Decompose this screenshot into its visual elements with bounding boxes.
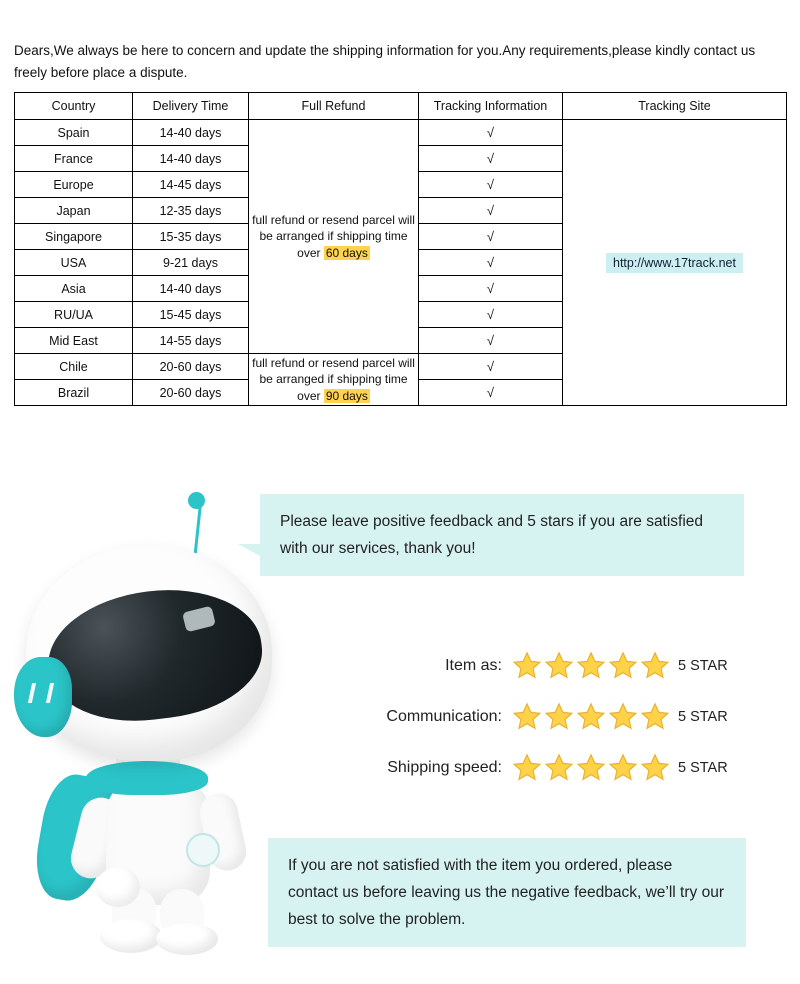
cell-delivery: 14-45 days: [133, 172, 249, 198]
cell-country: USA: [15, 250, 133, 276]
cell-tracking: √: [419, 172, 563, 198]
robot-scarf: [86, 761, 208, 795]
cell-tracking: √: [419, 302, 563, 328]
cell-country: Brazil: [15, 380, 133, 406]
header-full-refund: Full Refund: [249, 93, 419, 120]
cell-tracking: √: [419, 250, 563, 276]
star-icon: [576, 753, 606, 782]
cell-country: Europe: [15, 172, 133, 198]
cell-tracking: √: [419, 380, 563, 406]
rating-value: 5 STAR: [678, 708, 728, 725]
cell-country: Singapore: [15, 224, 133, 250]
refund-main-highlight: 60 days: [325, 245, 368, 260]
cell-delivery: 15-35 days: [133, 224, 249, 250]
star-icon: [544, 651, 574, 680]
cell-delivery: 20-60 days: [133, 380, 249, 406]
rating-list: [330, 640, 750, 793]
cell-delivery: 14-40 days: [133, 146, 249, 172]
cell-delivery: 14-55 days: [133, 328, 249, 354]
star-icon: [608, 651, 638, 680]
star-rating-shipping-speed: [512, 753, 670, 782]
cell-tracking: √: [419, 354, 563, 380]
refund-secondary-highlight: 90 days: [325, 388, 368, 403]
negative-feedback-bubble: If you are not satisfied with the item you ordered, please contact us before leaving us the negative feedback, we’ll try our best to solve the problem.: [268, 838, 746, 947]
cell-delivery: 15-45 days: [133, 302, 249, 328]
robot-left-hand: [96, 867, 140, 907]
table-row: [15, 120, 787, 146]
cell-tracking: √: [419, 276, 563, 302]
cell-tracking: √: [419, 146, 563, 172]
cell-full-refund-main: [249, 120, 419, 354]
robot-right-foot: [156, 923, 218, 955]
star-icon: [576, 651, 606, 680]
rating-row-shipping-speed: [330, 742, 750, 793]
cell-country: Japan: [15, 198, 133, 224]
shipping-notice-text: Dears,We always be here to concern and update the shipping information for you.Any requirements,please kindly contact us freely before place a dispute.: [14, 43, 756, 81]
antenna-ball-icon: [188, 492, 205, 509]
rating-row-communication: [330, 691, 750, 742]
cell-delivery: 14-40 days: [133, 120, 249, 146]
cell-delivery: 14-40 days: [133, 276, 249, 302]
rating-value: 5 STAR: [678, 759, 728, 776]
header-tracking-site: Tracking Site: [563, 93, 787, 120]
star-icon: [576, 702, 606, 731]
positive-feedback-bubble: Please leave positive feedback and 5 stars if you are satisfied with our services, thank you!: [260, 494, 744, 576]
rating-label: Shipping speed:: [387, 758, 502, 776]
table-header-row: [15, 93, 787, 120]
cell-tracking: √: [419, 120, 563, 146]
cell-country: Spain: [15, 120, 133, 146]
cell-tracking: √: [419, 224, 563, 250]
header-country: Country: [15, 93, 133, 120]
star-icon: [544, 702, 574, 731]
rating-value: 5 STAR: [678, 657, 728, 674]
star-icon: [512, 651, 542, 680]
star-rating-communication: [512, 702, 670, 731]
cell-country: Mid East: [15, 328, 133, 354]
cell-tracking: √: [419, 198, 563, 224]
robot-ear-marking: [28, 683, 54, 703]
refund-secondary-text: full refund or resend parcel will be arranged if shipping time over: [252, 356, 415, 403]
tracking-site-link[interactable]: http://www.17track.net: [606, 253, 743, 273]
cell-country: RU/UA: [15, 302, 133, 328]
rating-label: Communication:: [386, 707, 502, 725]
header-delivery-time: Delivery Time: [133, 93, 249, 120]
star-icon: [640, 702, 670, 731]
header-tracking-information: Tracking Information: [419, 93, 563, 120]
cell-delivery: 9-21 days: [133, 250, 249, 276]
cell-full-refund-secondary: [249, 354, 419, 406]
rating-row-item-as: [330, 640, 750, 691]
star-icon: [640, 651, 670, 680]
cell-tracking-site: [563, 120, 787, 406]
star-icon: [608, 702, 638, 731]
cell-country: France: [15, 146, 133, 172]
feedback-section: [0, 450, 800, 984]
cell-delivery: 12-35 days: [133, 198, 249, 224]
star-icon: [608, 753, 638, 782]
cell-country: Asia: [15, 276, 133, 302]
star-rating-item-as: [512, 651, 670, 680]
star-icon: [640, 753, 670, 782]
cell-tracking: √: [419, 328, 563, 354]
star-icon: [512, 702, 542, 731]
star-icon: [544, 753, 574, 782]
cell-country: Chile: [15, 354, 133, 380]
star-icon: [512, 753, 542, 782]
refund-main-text: full refund or resend parcel will be arranged if shipping time over: [252, 213, 415, 260]
cell-delivery: 20-60 days: [133, 354, 249, 380]
robot-chest-badge: [186, 833, 220, 867]
shipping-table: [14, 92, 787, 406]
rating-label: Item as:: [445, 656, 502, 674]
robot-left-foot: [100, 919, 162, 953]
